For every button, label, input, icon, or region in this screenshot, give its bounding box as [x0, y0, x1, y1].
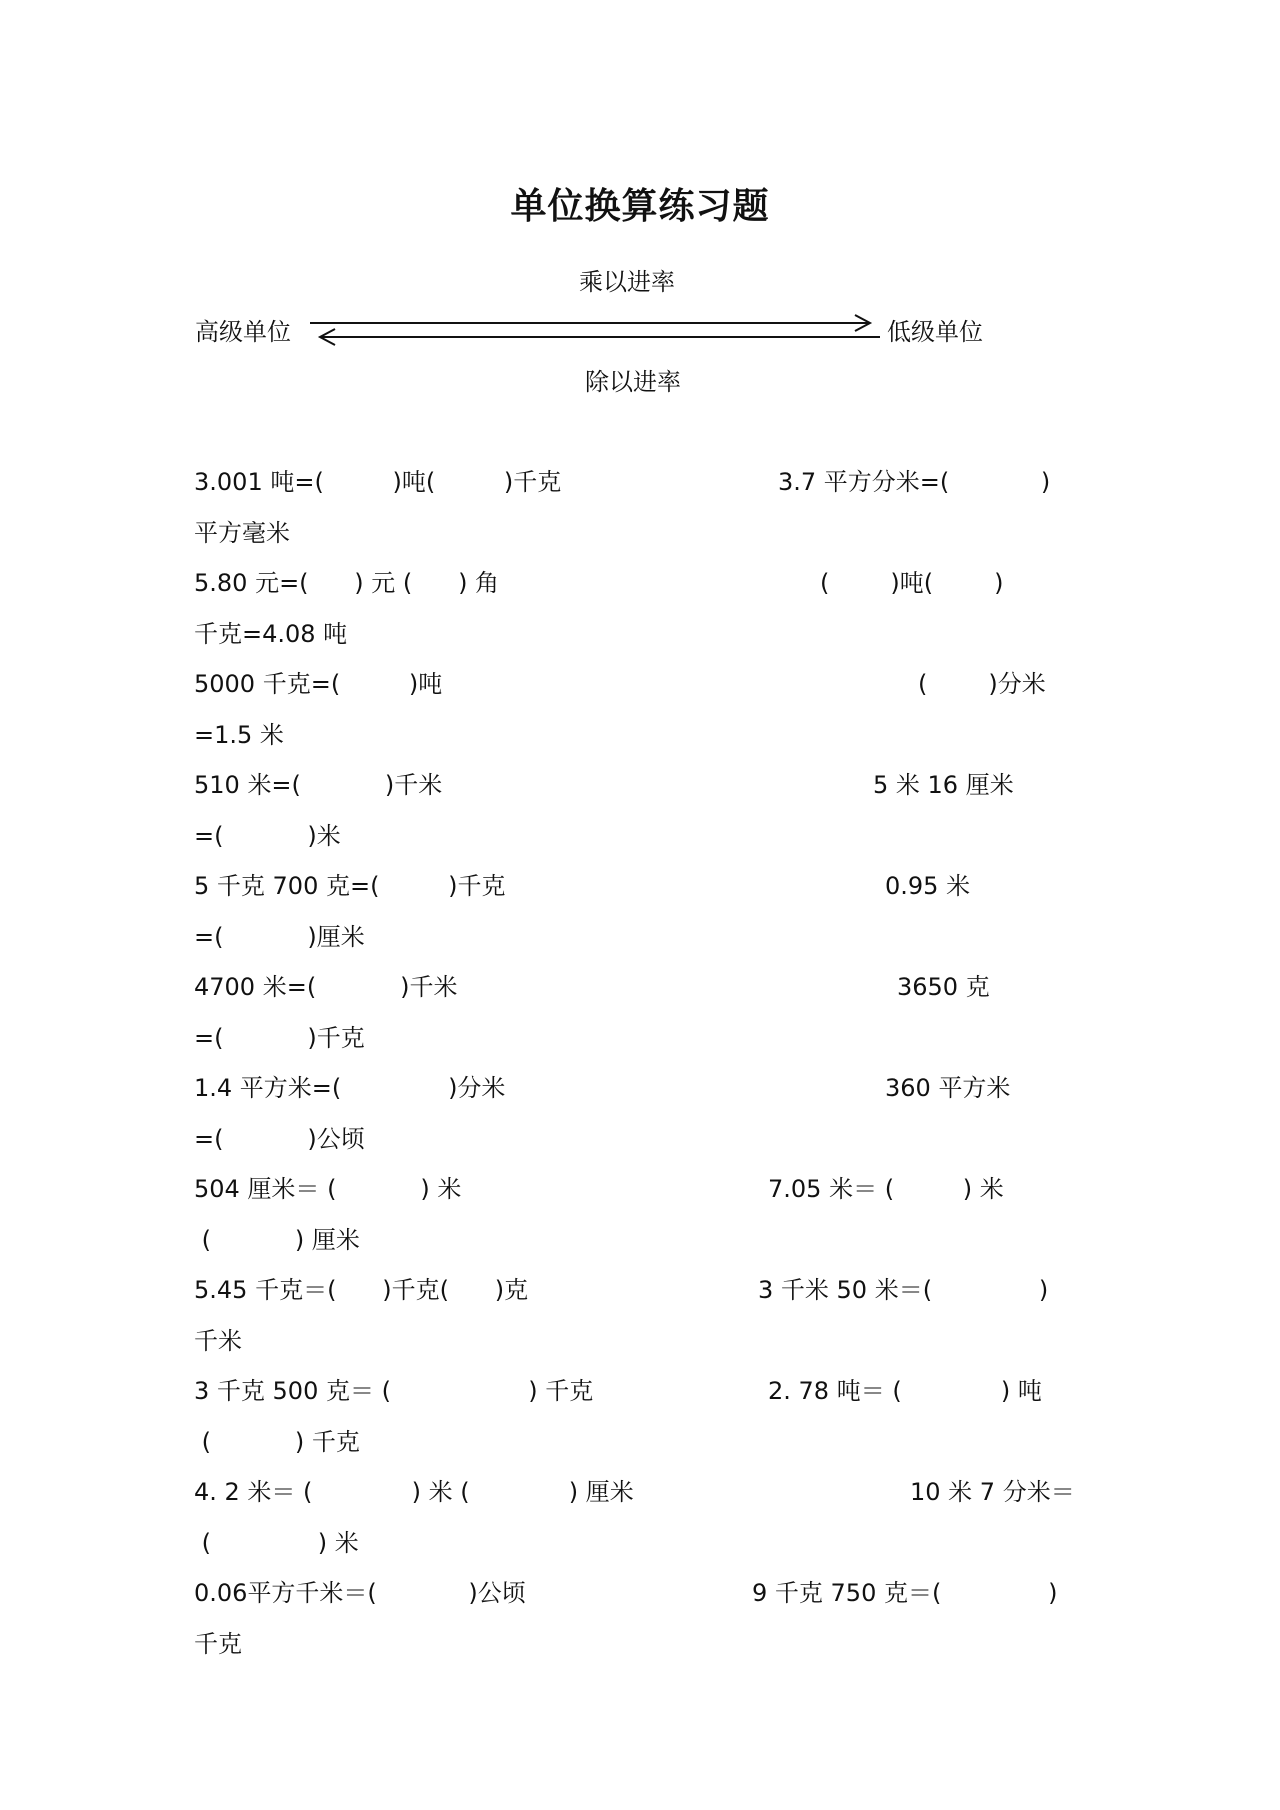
conversion-diagram [190, 255, 1090, 405]
exercise-line [0, 962, 1280, 1012]
exercise-left: 0.06平方千米＝( )公顷 [194, 1579, 526, 1607]
exercise-left: 510 米=( )千米 [194, 771, 443, 799]
exercise-line [0, 1013, 1280, 1063]
exercise-right: 3.7 平方分米=( ) [778, 468, 1051, 496]
exercise-line [0, 457, 1280, 507]
exercise-left: =1.5 米 [194, 720, 284, 749]
exercise-left: 5 千克 700 克=( )千克 [194, 872, 506, 900]
exercise-left: 4700 米=( )千米 [194, 973, 458, 1001]
exercise-left: 5.80 元=( ) 元 ( ) 角 [194, 569, 500, 597]
exercise-line [0, 609, 1280, 659]
exercise-left: =( )米 [194, 821, 341, 850]
exercise-right: 3650 克 [897, 973, 990, 1001]
exercise-line [0, 1568, 1280, 1618]
exercise-line [0, 1215, 1280, 1265]
high-unit-label: 高级单位 [195, 318, 291, 346]
exercise-left: 3 千克 500 克＝ ( ) 千克 [194, 1377, 594, 1405]
page-title: 单位换算练习题 [510, 186, 770, 227]
exercise-left: 4. 2 米＝ ( ) 米 ( ) 厘米 [194, 1478, 634, 1506]
exercise-right: 2. 78 吨＝ ( ) 吨 [768, 1377, 1042, 1405]
exercise-line [0, 1164, 1280, 1214]
exercise-left: 3.001 吨=( )吨( )千克 [194, 468, 562, 496]
exercise-line [0, 1417, 1280, 1467]
exercise-line [0, 1114, 1280, 1164]
exercise-line [0, 1063, 1280, 1113]
exercise-left: =( )千克 [194, 1023, 365, 1052]
exercise-left: 千克=4.08 吨 [194, 619, 348, 648]
exercise-left: 平方毫米 [194, 518, 290, 547]
exercise-right: 0.95 米 [885, 872, 971, 900]
exercise-right: 5 米 16 厘米 [873, 771, 1014, 799]
exercise-line [0, 861, 1280, 911]
exercise-line [0, 1619, 1280, 1669]
low-unit-label: 低级单位 [887, 318, 983, 346]
exercise-right: 7.05 米＝ ( ) 米 [768, 1175, 1004, 1203]
exercise-line [0, 659, 1280, 709]
exercise-left: 千克 [194, 1629, 242, 1658]
exercise-line [0, 710, 1280, 760]
exercise-left: ( ) 千克 [194, 1427, 360, 1456]
exercise-line [0, 1518, 1280, 1568]
exercise-line [0, 1366, 1280, 1416]
exercise-line [0, 811, 1280, 861]
exercise-left: =( )厘米 [194, 922, 365, 951]
exercise-line [0, 1467, 1280, 1517]
exercise-left: 5.45 千克＝( )千克( )克 [194, 1276, 529, 1304]
exercise-left: =( )公顷 [194, 1124, 365, 1153]
exercise-right: 3 千米 50 米＝( ) [758, 1276, 1049, 1304]
exercise-right: 9 千克 750 克＝( ) [752, 1579, 1058, 1607]
exercise-line [0, 558, 1280, 608]
exercise-right: 360 平方米 [885, 1074, 1011, 1102]
exercise-line [0, 508, 1280, 558]
exercise-line [0, 1316, 1280, 1366]
exercise-left: 千米 [194, 1326, 242, 1355]
exercise-right: ( )分米 [918, 670, 1046, 698]
exercise-left: 504 厘米＝ ( ) 米 [194, 1175, 462, 1203]
exercise-line [0, 760, 1280, 810]
exercise-left: ( ) 厘米 [194, 1225, 360, 1254]
exercise-right: ( )吨( ) [820, 569, 1004, 597]
exercise-left: 5000 千克=( )吨 [194, 670, 443, 698]
exercise-line [0, 912, 1280, 962]
exercise-line [0, 1265, 1280, 1315]
bottom-arrow-label: 除以进率 [585, 368, 681, 396]
exercise-left: 1.4 平方米=( )分米 [194, 1074, 506, 1102]
top-arrow-label: 乘以进率 [579, 268, 675, 296]
exercise-left: ( ) 米 [194, 1528, 359, 1557]
exercise-right: 10 米 7 分米＝ [910, 1478, 1075, 1506]
